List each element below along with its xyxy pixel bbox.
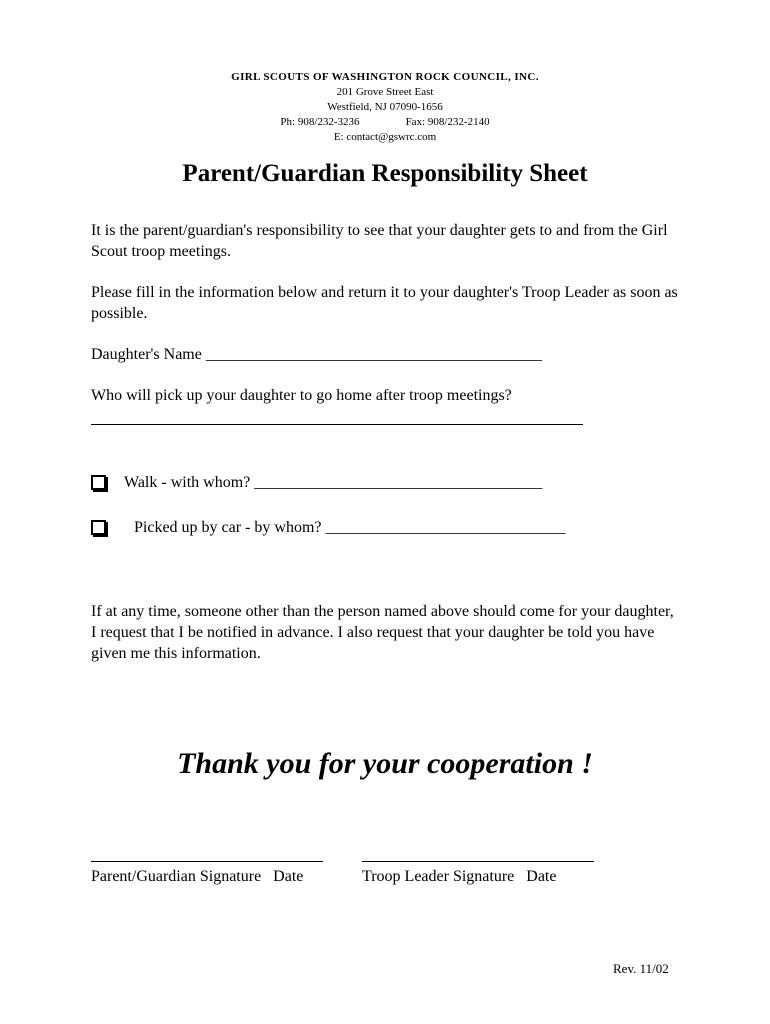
revision-note: Rev. 11/02 bbox=[613, 961, 669, 976]
leader-signature-line bbox=[362, 846, 594, 862]
car-option-label: Picked up by car - by whom? ______________________________ bbox=[134, 519, 566, 536]
pickup-question: Who will pick up your daughter to go home after troop meetings? bbox=[91, 387, 512, 404]
council-email: E: contact@gswrc.com bbox=[333, 131, 437, 143]
council-city: Westfield, NJ 07090-1656 bbox=[327, 101, 443, 113]
pickup-answer-line bbox=[91, 409, 583, 425]
council-header bbox=[0, 70, 770, 145]
council-contact-line bbox=[0, 115, 770, 130]
notice-paragraph: If at any time, someone other than the person named above should come for your daughter, I request that I be notified in advance. I also request that your daughter be told you have given me this information. bbox=[91, 603, 674, 662]
document-title: Parent/Guardian Responsibility Sheet bbox=[182, 160, 588, 187]
walk-option bbox=[91, 472, 542, 493]
instructions-paragraph: Please fill in the information below and return it to your daughter's Troop Leader as soon as possible. bbox=[91, 284, 678, 322]
leader-signature-label: Troop Leader Signature Date bbox=[362, 868, 557, 885]
parent-signature-label: Parent/Guardian Signature Date bbox=[91, 868, 304, 885]
council-fax: Fax: 908/232-2140 bbox=[405, 116, 490, 128]
thank-you-message: Thank you for your cooperation ! bbox=[177, 747, 593, 780]
parent-signature-line bbox=[91, 846, 323, 862]
council-name: GIRL SCOUTS OF WASHINGTON ROCK COUNCIL, INC. bbox=[231, 71, 539, 83]
council-phone: Ph: 908/232-3236 bbox=[280, 116, 360, 128]
daughter-name-field: Daughter's Name __________________________________________ bbox=[91, 346, 542, 363]
walk-option-label: Walk - with whom? ____________________________________ bbox=[124, 474, 543, 491]
walk-checkbox bbox=[91, 475, 106, 490]
council-street: 201 Grove Street East bbox=[336, 86, 434, 98]
car-checkbox bbox=[91, 520, 106, 535]
car-option bbox=[91, 517, 566, 538]
intro-paragraph: It is the parent/guardian's responsibility to see that your daughter gets to and from the Girl Scout troop meetings. bbox=[91, 222, 668, 260]
